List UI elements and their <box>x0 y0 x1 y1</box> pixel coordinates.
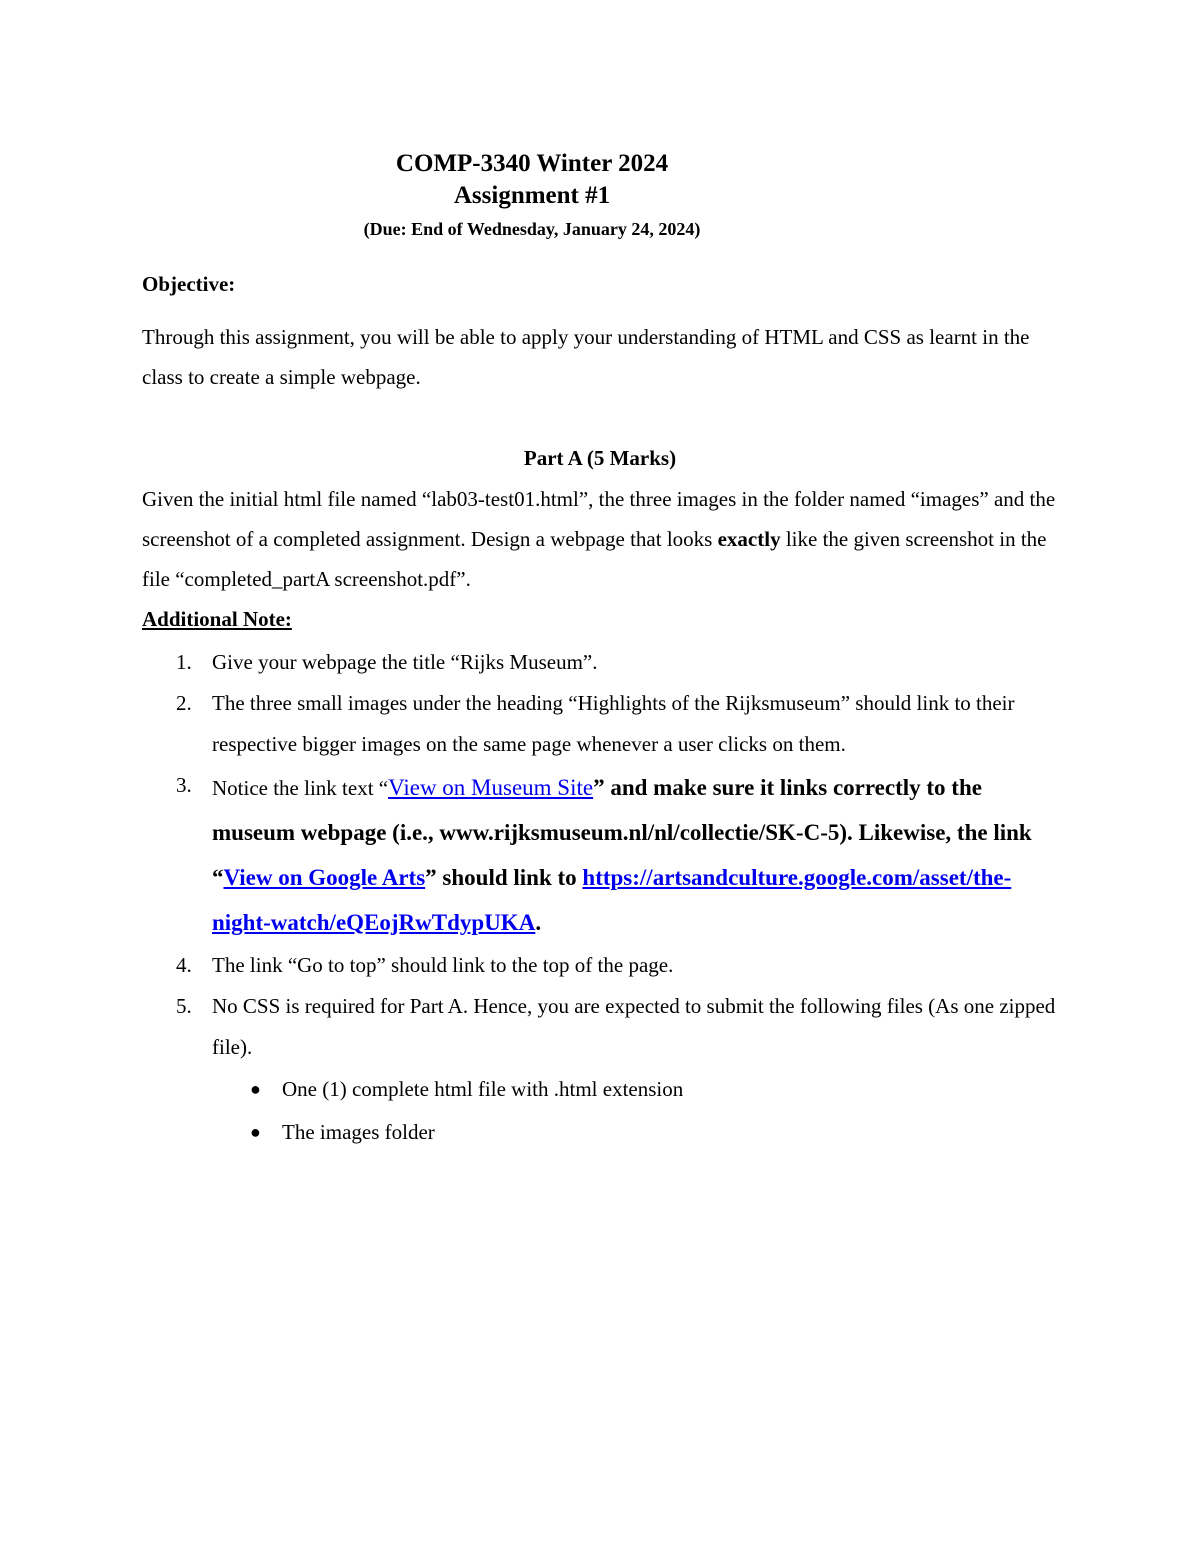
list-item-text-mid: ” and make sure it links correctly to the museum webpage (i.e., www.rijksmuseum.nl/nl/collectie/SK-C-5). Likewise, the link “ <box>212 775 1032 890</box>
bullet-icon: ● <box>250 1079 261 1099</box>
list-item-text: The link “Go to top” should link to the top of the page. <box>212 953 674 977</box>
list-item-text: Give your webpage the title “Rijks Museum”. <box>212 650 598 674</box>
list-item <box>142 765 1062 945</box>
view-on-museum-site-link[interactable]: View on Museum Site <box>388 775 594 800</box>
bullet-icon: ● <box>250 1122 261 1142</box>
part-a-heading: Part A (5 Marks) <box>523 446 677 470</box>
list-item <box>142 986 1062 1154</box>
files-list <box>212 1068 1062 1154</box>
additional-note-heading: Additional Note: <box>142 607 292 631</box>
part-a-text-pre: Given the initial html file named “lab03-test01.html”, the three images in the folder named “images” and the screenshot of a completed assignment. Design a webpage that looks <box>142 487 1056 551</box>
list-item <box>142 945 1062 986</box>
list-item-text-pre: Notice the link text “ <box>212 776 389 800</box>
course-title: COMP-3340 Winter 2024 <box>395 150 669 177</box>
objective-heading: Objective: <box>142 272 236 296</box>
part-a-text-bold: exactly <box>717 527 781 551</box>
list-item-number: 4. <box>176 953 192 977</box>
files-list-item-text: The images folder <box>282 1120 435 1144</box>
list-item-text-mid: ” should link to <box>425 865 583 890</box>
files-list-item <box>212 1068 1062 1111</box>
files-list-item <box>212 1111 1062 1154</box>
google-arts-url-link[interactable]: https://artsandculture.google.com/asset/the-night-watch/eQEojRwTdypUKA <box>212 865 1012 935</box>
additional-note-list <box>142 642 1062 1154</box>
list-item-text: No CSS is required for Part A. Hence, you are expected to submit the following files (As one zipped file). <box>212 994 1056 1059</box>
part-a-text-post: like the given screenshot in the file “completed_partA screenshot.pdf”. <box>142 527 1047 591</box>
list-item-text-end: . <box>535 910 542 935</box>
list-item-number: 5. <box>176 994 192 1018</box>
list-item-text: The three small images under the heading “Highlights of the Rijksmuseum” should link to their respective bigger images on the same page whenever a user clicks on them. <box>212 691 1015 756</box>
files-list-item-text: One (1) complete html file with .html extension <box>282 1077 684 1101</box>
assignment-title: Assignment #1 <box>453 182 611 209</box>
list-item <box>142 683 1062 765</box>
list-item-number: 2. <box>176 691 192 715</box>
list-item <box>142 642 1062 683</box>
part-a-text <box>142 479 1062 599</box>
list-item-number: 1. <box>176 650 192 674</box>
objective-text: Through this assignment, you will be able to apply your understanding of HTML and CSS as learnt in the class to create a simple webpage. <box>142 325 1030 389</box>
list-item-number: 3. <box>176 773 192 797</box>
view-on-google-arts-link[interactable]: View on Google Arts <box>223 865 426 890</box>
due-date: (Due: End of Wednesday, January 24, 2024) <box>363 219 701 239</box>
